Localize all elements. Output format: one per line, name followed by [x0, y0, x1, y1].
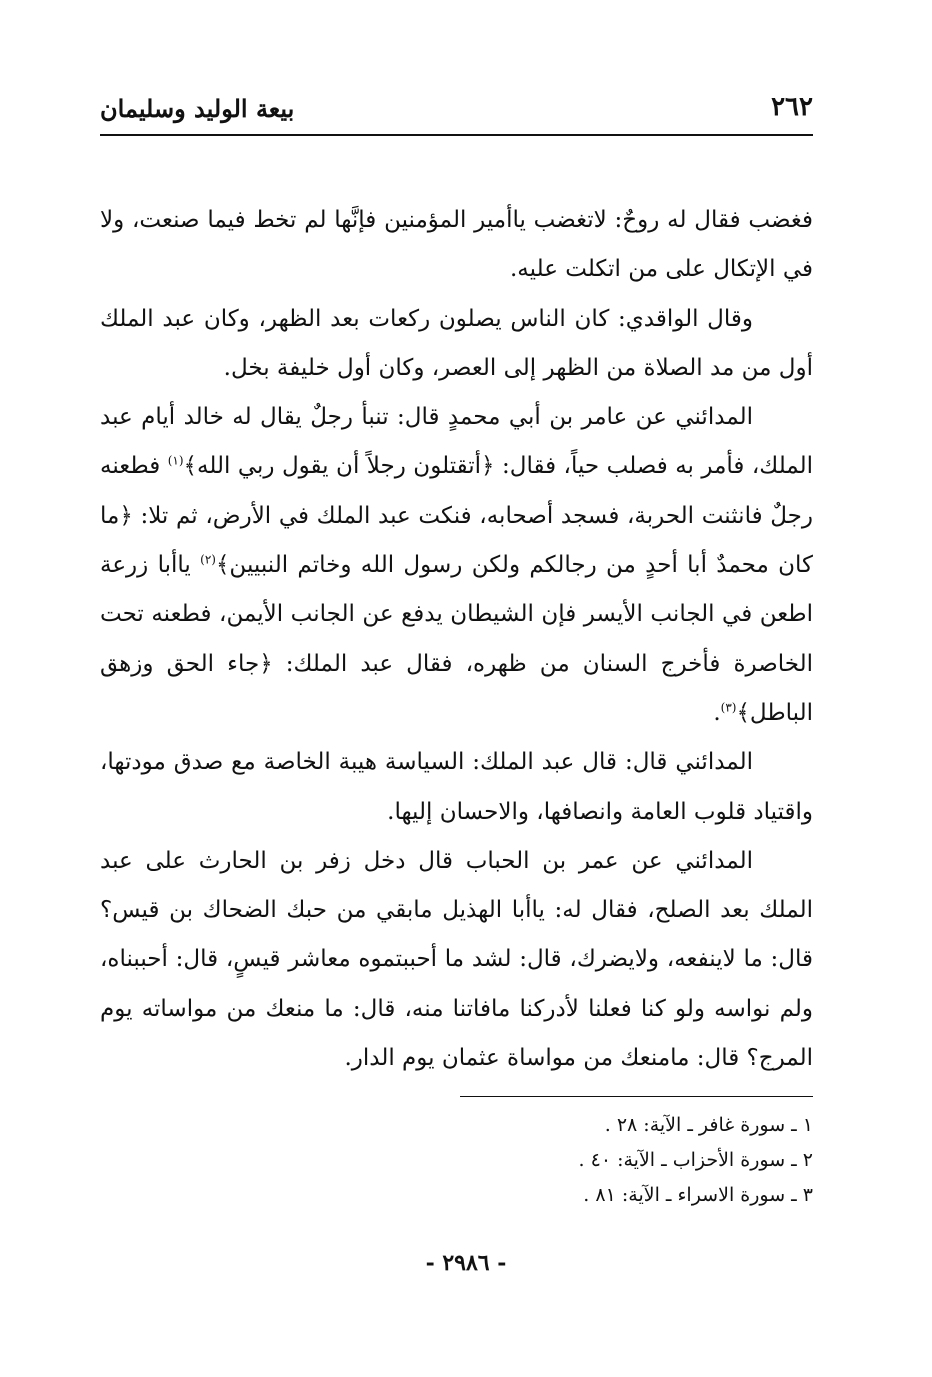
paragraph-text: .	[713, 699, 721, 726]
paragraph: المدائني قال: قال عبد الملك: السياسة هيبة الخاصة مع صدق مودتها، واقتياد قلوب العامة وانصافها، والاحسان إليها.	[100, 749, 813, 825]
paragraph-text: ياأبا زرعة اطعن في الجانب الأيسر فإن الشيطان يدفع عن الجانب الأيمن، فطعنه تحت الخاصرة فأخرج السنان من ظهره، فقال عبد الملك: ﴿جاء الحق وزهق الباطل﴾	[100, 552, 813, 726]
header-rule	[100, 134, 813, 136]
footnote-ref: (٢)	[200, 552, 216, 567]
paragraph-text: المدائني عن عامر بن أبي محمدٍ قال: تنبأ رجلٌ يقال له خالد أيام عبد الملك، فأمر به فصلب حياً، فقال: ﴿أتقتلون رجلاً أن يقول ربي الله﴾	[100, 404, 814, 480]
footnote: ٣ ـ سورة الاسراء ـ الآية: ٨١ .	[583, 1184, 813, 1206]
paragraph	[100, 393, 813, 738]
main-text	[100, 196, 813, 1083]
footnote-rule	[460, 1096, 813, 1097]
page-header	[100, 92, 813, 132]
footnote: ١ ـ سورة غافر ـ الآية: ٢٨ .	[604, 1114, 813, 1136]
footnotes	[100, 1108, 813, 1213]
paragraph-text: فطعنه رجلٌ فانثنت الحربة، فسجد أصحابه، فنكت عبد الملك في الأرض، ثم تلا: ﴿ما كان محمدٌ أبا أحدٍ من رجالكم ولكن رسول الله وخاتم النبيين﴾	[100, 453, 813, 579]
footnote-ref: (٣)	[720, 700, 737, 715]
page-number: ٢٦٢	[771, 92, 813, 122]
footnote-ref: (١)	[167, 453, 184, 468]
page-footer-number: - ٢٩٨٦ -	[425, 1250, 507, 1276]
running-title: بيعة الوليد وسليمان	[100, 94, 295, 123]
paragraph: المدائني عن عمر بن الحباب قال دخل زفر بن الحارث على عبد الملك بعد الصلح، فقال له: ياأبا الهذيل مابقي من حبك الضحاك بن قيس؟ قال: ما لاينفعه، ولايضرك، قال: لشد ما أحببتموه معاشر قيسٍ، قال: أحببناه، ولم نواسه ولو كنا فعلنا لأدركنا مافاتنا منه، قال: ما منعك من مواساته يوم المرج؟ قال: مامنعك من مواساة عثمان يوم الدار.	[100, 847, 813, 1072]
footnote: ٢ ـ سورة الأحزاب ـ الآية: ٤٠ .	[578, 1149, 813, 1171]
paragraph: وقال الواقدي: كان الناس يصلون ركعات بعد الظهر، وكان عبد الملك أول من مد الصلاة من الظهر إلى العصر، وكان أول خليفة بخل.	[100, 305, 813, 381]
paragraph: فغضب فقال له روحٌ: لاتغضب ياأمير المؤمنين فإنَّها لم تخط فيما صنعت، ولا في الإتكال على من اتكلت عليه.	[100, 207, 813, 283]
